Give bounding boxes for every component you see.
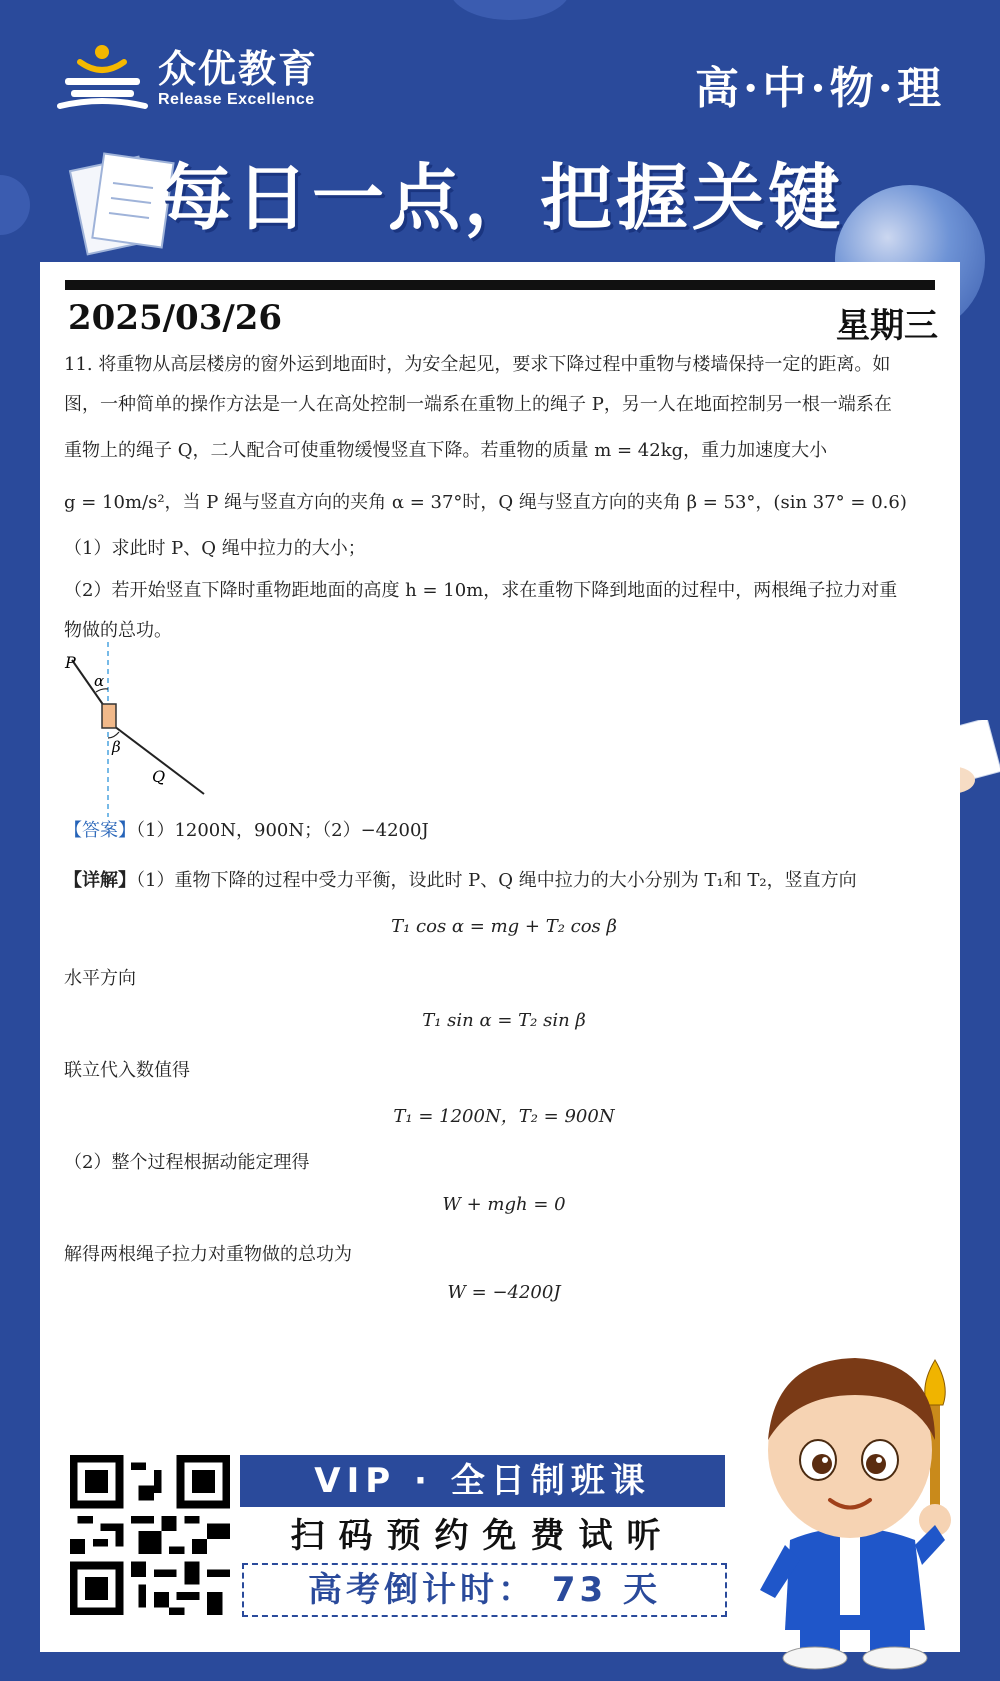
- question-sub2: 物做的总功。: [64, 620, 172, 641]
- equation: T₁ sin α = T₂ sin β: [422, 1010, 586, 1031]
- weekday: 星期三: [836, 306, 938, 346]
- label-q: Q: [152, 767, 166, 786]
- logo: [55, 42, 318, 114]
- equation: W = −4200J: [447, 1282, 561, 1303]
- question-sub1: （1）求此时 P、Q 绳中拉力的大小；: [64, 538, 366, 559]
- solution-text: （2）整个过程根据动能定理得: [64, 1152, 310, 1173]
- question-sub2: （2）若开始竖直下降时重物距地面的高度 h = 10m，求在重物下降到地面的过程中，两根绳子拉力对重: [64, 580, 898, 601]
- question-line: g = 10m/s²，当 P 绳与竖直方向的夹角 α = 37°时，Q 绳与竖直方向的夹角 β = 53°，(sin 37° = 0.6): [64, 492, 907, 513]
- divider-bar: [65, 280, 935, 290]
- question-line: 重物上的绳子 Q，二人配合可使重物缓慢竖直下降。若重物的质量 m = 42kg，重力加速度大小: [64, 440, 828, 461]
- solution-intro: （1）重物下降的过程中受力平衡，设此时 P、Q 绳中拉力的大小分别为 T₁和 T₂，竖直方向: [136, 870, 857, 891]
- date: 2025/03/26: [68, 298, 283, 338]
- answer-tag: 【答案】: [64, 820, 136, 841]
- solution-text: 联立代入数值得: [64, 1060, 190, 1081]
- solution-tag: 【详解】: [64, 870, 136, 891]
- equation: W + mgh = 0: [442, 1194, 566, 1215]
- rope-diagram: [62, 642, 232, 822]
- logo-subtitle: Release Excellence: [158, 91, 315, 108]
- weight-block: [102, 704, 116, 728]
- equation: T₁ = 1200N，T₂ = 900N: [393, 1106, 615, 1127]
- slogan: 每日一点，把握关键: [160, 156, 845, 240]
- scan-prompt: 扫码预约免费试听: [290, 1516, 675, 1556]
- header: [0, 0, 1000, 260]
- question-line: 11. 将重物从高层楼房的窗外运到地面时，为安全起见，要求下降过程中重物与楼墙保持一定的距离。如: [64, 354, 891, 375]
- label-beta: β: [112, 738, 121, 756]
- question-line: 图，一种简单的操作方法是一人在高处控制一端系在重物上的绳子 P，另一人在地面控制另一根一端系在: [64, 394, 892, 415]
- logo-title: 众优教育: [158, 47, 319, 91]
- solution-text: 水平方向: [64, 968, 136, 989]
- countdown-box: 高考倒计时： 73 天: [242, 1563, 727, 1617]
- solution-intro-line: [64, 866, 857, 892]
- label-p: P: [65, 653, 76, 672]
- equation: T₁ cos α = mg + T₂ cos β: [391, 916, 617, 937]
- answer-text: （1）1200N，900N；（2）−4200J: [136, 820, 429, 841]
- label-alpha: α: [94, 672, 105, 690]
- subject-title: 高·中·物·理: [695, 63, 945, 114]
- vip-banner: VIP · 全日制班课: [240, 1455, 725, 1507]
- qr-code[interactable]: [70, 1455, 230, 1615]
- solution-text: 解得两根绳子拉力对重物做的总功为: [64, 1244, 352, 1265]
- mascot-illustration: [730, 1340, 980, 1670]
- logo-icon: [55, 42, 150, 114]
